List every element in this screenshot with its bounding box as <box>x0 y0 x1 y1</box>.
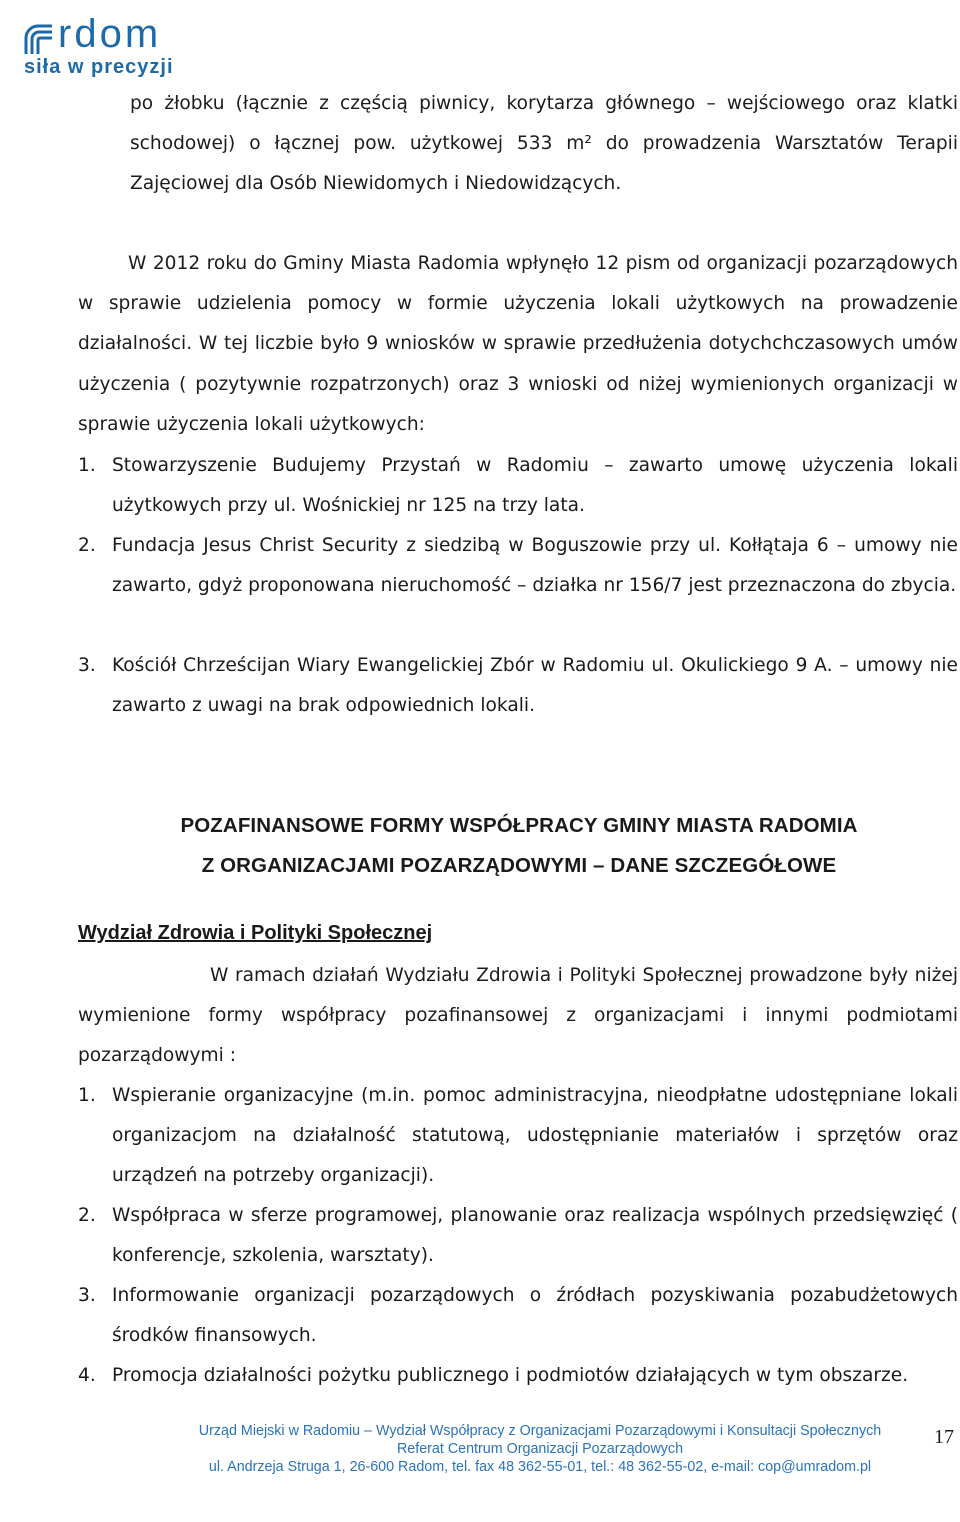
radom-logo <box>22 12 222 84</box>
paragraph-department-intro: W ramach działań Wydziału Zdrowia i Polityki Społecznej prowadzone były niżej wymienione formy współpracy pozafinansowej z organizacjami i innymi podmiotami pozarządowymi : <box>78 965 958 1067</box>
footer-contact-line: ul. Andrzeja Struga 1, 26-600 Radom, tel. fax 48 362-55-01, tel.: 48 362-55-02, e-mail: cop@umradom.pl <box>208 1459 872 1475</box>
footer-office-line: Urząd Miejski w Radomiu – Wydział Współpracy z Organizacjami Pozarządowymi i Konsultacji Społecznych <box>198 1423 882 1439</box>
list-text: Fundacja Jesus Christ Security z siedzibą w Boguszowie przy ul. Kołłątaja 6 – umowy nie zawarto, gdyż proponowana nieruchomość – działka nr 156/7 jest przeznaczona do zbycia. <box>112 535 958 597</box>
list-number: 3. <box>78 1285 96 1306</box>
paragraph-2012-requests: W 2012 roku do Gminy Miasta Radomia wpłynęło 12 pism od organizacji pozarządowych w sprawie udzielenia pomocy w formie użyczenia lokali użytkowych na prowadzenie działalności. W tej liczbie było 9 wniosków w sprawie przedłużenia dotychchczasowych umów użyczenia ( pozytywnie rozpatrzonych) oraz 3 wnioski od niżej wymienionych organizacji w sprawie użyczenia lokali użytkowych: <box>78 253 958 435</box>
logo-tagline: siła w precyzji <box>24 56 174 78</box>
list-text: Informowanie organizacji pozarządowych o źródłach pozyskiwania pozabudżetowych środków finansowych. <box>112 1285 958 1347</box>
section-heading-line2: Z ORGANIZACJAMI POZARZĄDOWYMI – DANE SZCZEGÓŁOWE <box>201 854 837 877</box>
page-number: 17 <box>934 1426 954 1448</box>
list-number: 1. <box>78 1085 96 1106</box>
footer-department-line: Referat Centrum Organizacji Pozarządowych <box>396 1441 684 1457</box>
paragraph-continuation: po żłobku (łącznie z częścią piwnicy, korytarza głównego – wejściowego oraz klatki schodowej) o łącznej pow. użytkowej 533 m² do prowadzenia Warsztatów Terapii Zajęciowej dla Osób Niewidomych i Niedowidzących. <box>130 93 958 195</box>
list-number: 3. <box>78 655 96 676</box>
list-number: 2. <box>78 535 96 556</box>
section-heading-line1: POZAFINANSOWE FORMY WSPÓŁPRACY GMINY MIASTA RADOMIA <box>180 814 858 837</box>
list-number: 4. <box>78 1365 96 1386</box>
list-text: Promocja działalności pożytku publicznego i podmiotów działających w tym obszarze. <box>112 1365 909 1386</box>
list-text: Stowarzyszenie Budujemy Przystań w Radomiu – zawarto umowę użyczenia lokali użytkowych przy ul. Wośnickiej nr 125 na trzy lata. <box>112 455 958 517</box>
list-text: Współpraca w sferze programowej, planowanie oraz realizacja wspólnych przedsięwzięć ( konferencje, szkolenia, warsztaty). <box>112 1205 958 1267</box>
list-text: Wspieranie organizacyjne (m.in. pomoc administracyjna, nieodpłatne udostępniane lokali organizacjom na działalność statutową, udostępnianie materiałów i sprzętów oraz urządzeń na potrzeby organizacji). <box>112 1085 958 1187</box>
logo-wordmark: rdom <box>58 12 162 56</box>
list-number: 2. <box>78 1205 96 1226</box>
list-number: 1. <box>78 455 96 476</box>
logo-arc-icon <box>22 22 62 56</box>
list-text: Kościół Chrześcijan Wiary Ewangelickiej Zbór w Radomiu ul. Okulickiego 9 A. – umowy nie zawarto z uwagi na brak odpowiednich lokali. <box>112 655 958 717</box>
department-subheading: Wydział Zdrowia i Polityki Społecznej <box>78 922 433 944</box>
